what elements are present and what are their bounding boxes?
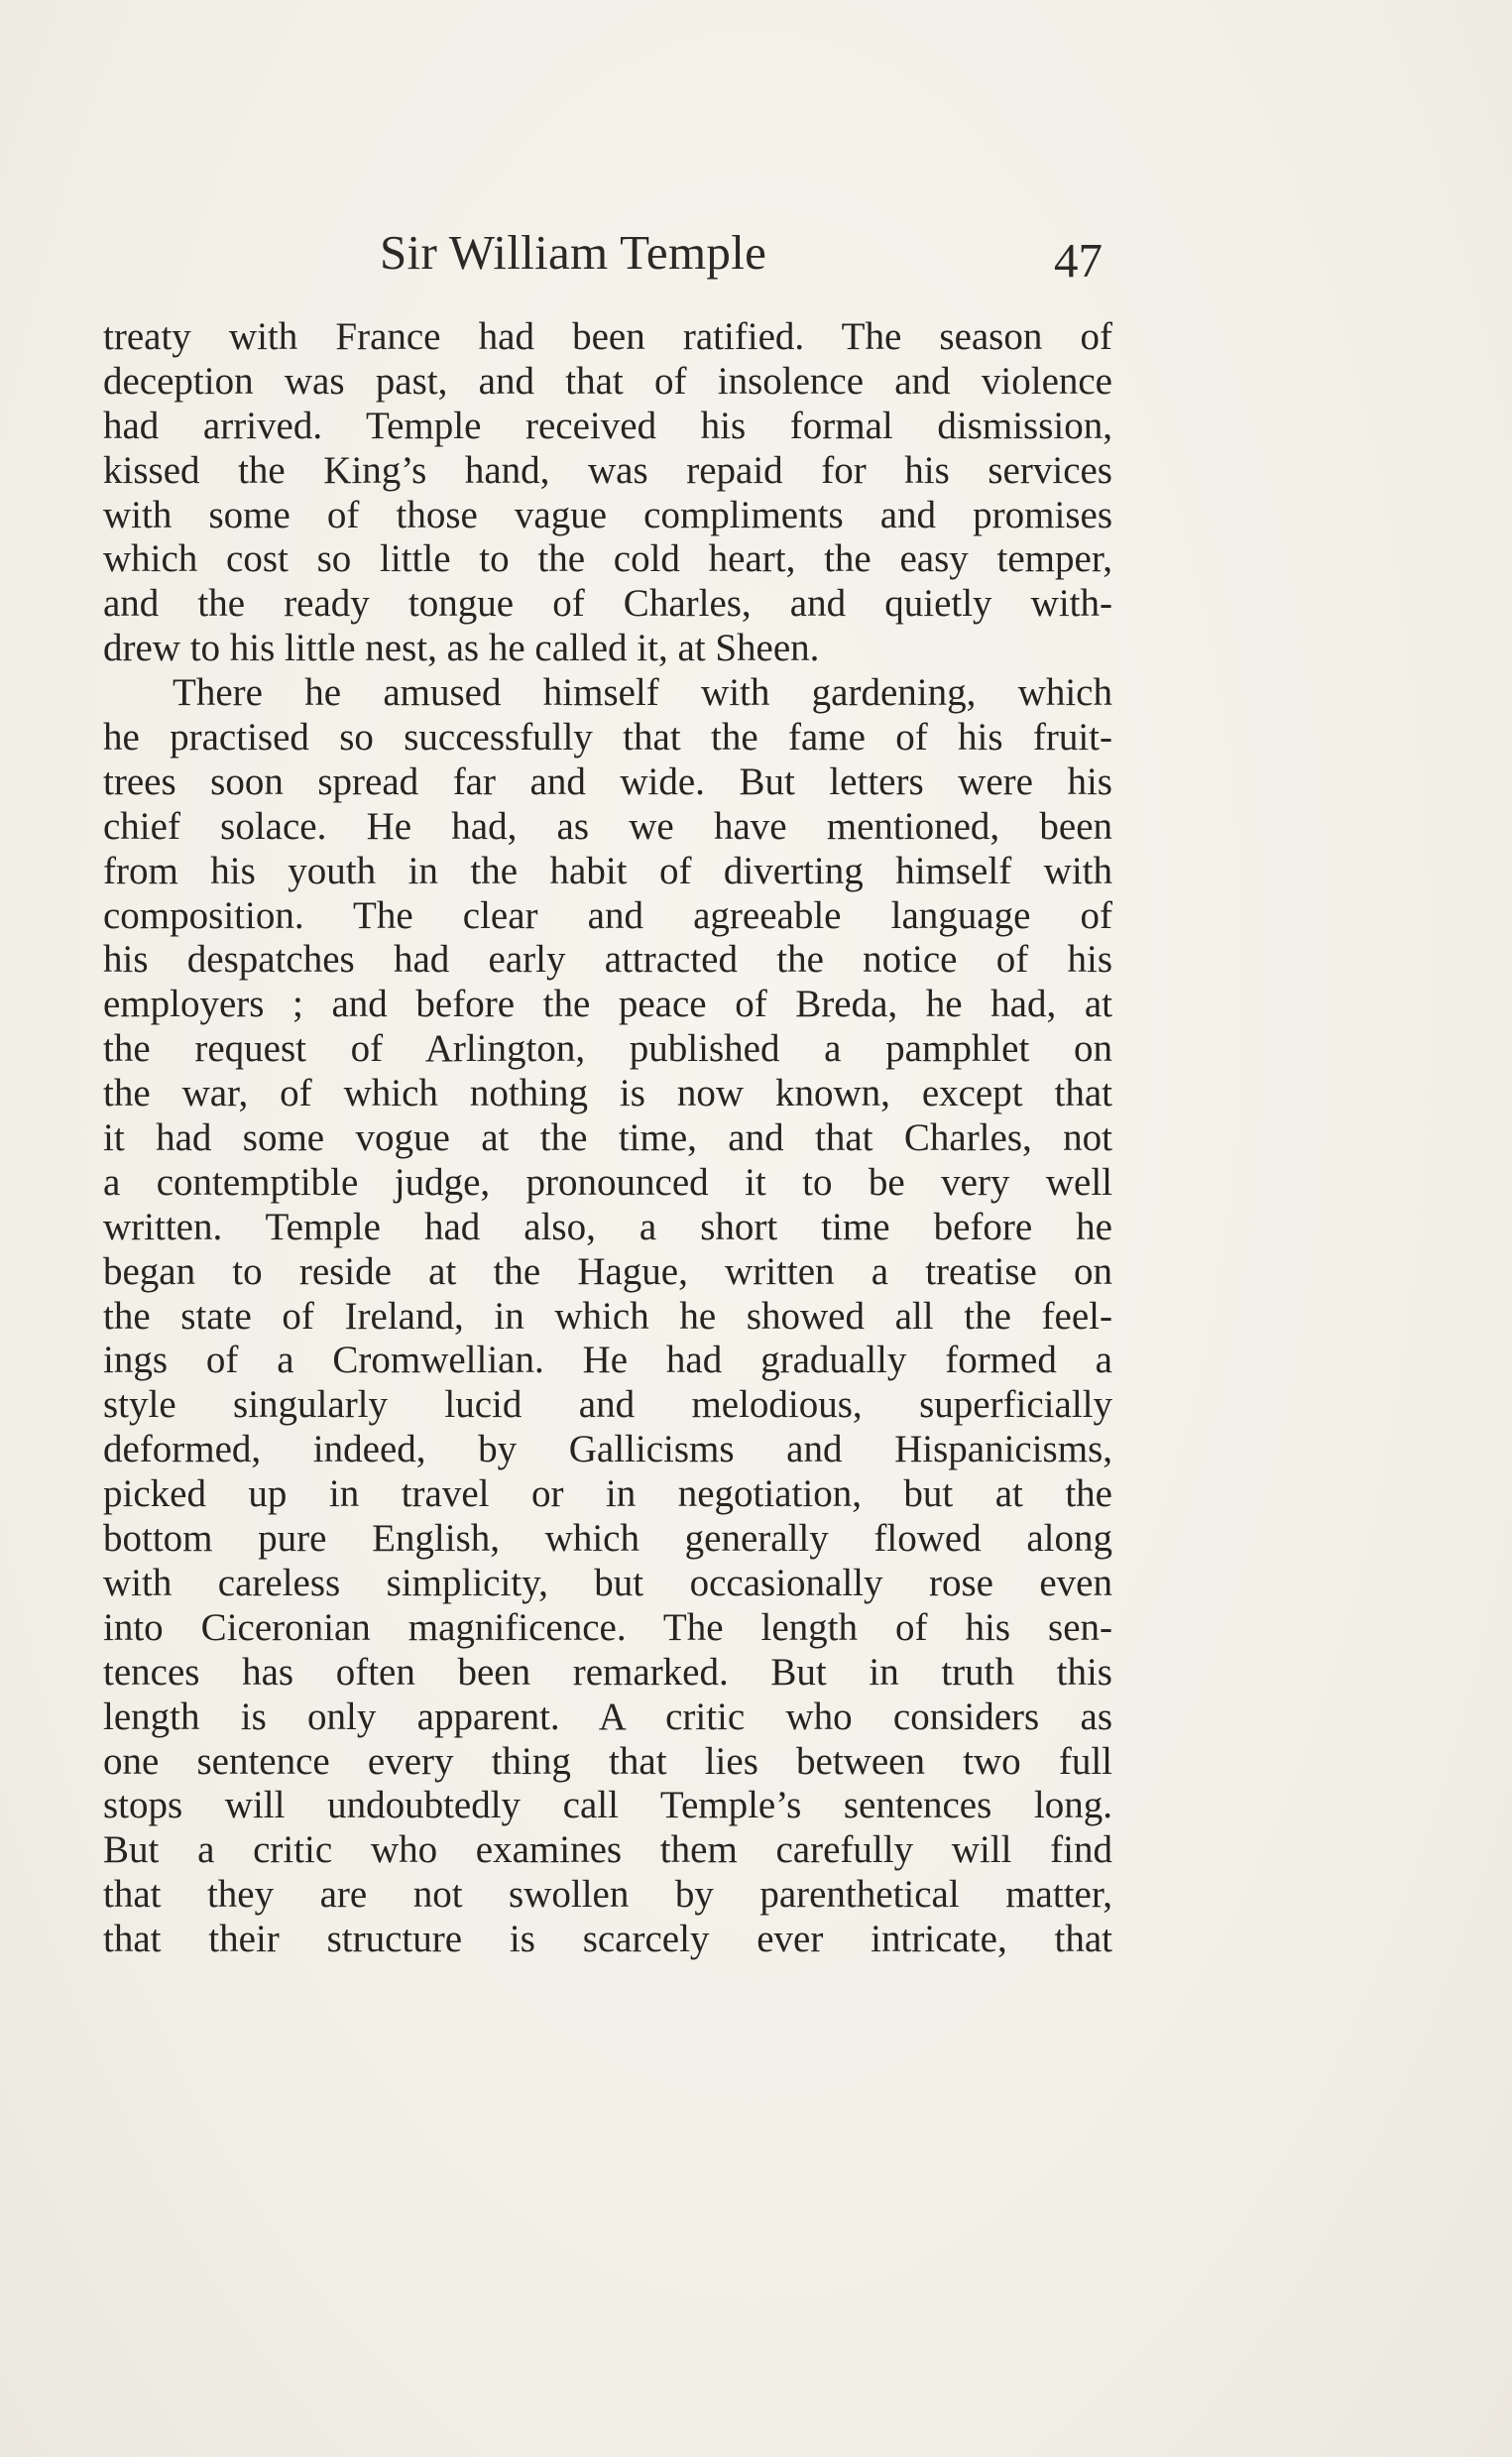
text-line: length is only apparent. A critic who considers as xyxy=(103,1695,1112,1738)
text-line: chief solace. He had, as we have mentioned, been xyxy=(103,804,1112,848)
text-line: stops will undoubtedly call Temple’s sentences long. xyxy=(103,1784,1112,1827)
text-line: bottom pure English, which generally flowed along xyxy=(103,1517,1112,1561)
text-line: the request of Arlington, published a pamphlet on xyxy=(103,1027,1112,1071)
body-text xyxy=(103,315,1112,1962)
text-line: ings of a Cromwellian. He had gradually formed a xyxy=(103,1339,1112,1382)
text-line: style singularly lucid and melodious, superficially xyxy=(103,1383,1112,1427)
text-line: that their structure is scarcely ever intricate, that xyxy=(103,1918,1112,1961)
text-line: one sentence every thing that lies between two full xyxy=(103,1739,1112,1783)
text-line: written. Temple had also, a short time before he xyxy=(103,1205,1112,1248)
text-line: trees soon spread far and wide. But letters were his xyxy=(103,760,1112,803)
text-line: composition. The clear and agreeable language of xyxy=(103,893,1112,937)
page-number: 47 xyxy=(1054,233,1103,288)
text-line: deception was past, and that of insolence and violence xyxy=(103,359,1112,403)
text-line: with some of those vague compliments and promises xyxy=(103,493,1112,536)
text-line: had arrived. Temple received his formal dismission, xyxy=(103,404,1112,447)
text-line: a contemptible judge, pronounced it to be very well xyxy=(103,1160,1112,1204)
text-line: drew to his little nest, as he called it, at Sheen. xyxy=(103,627,820,670)
text-line: with careless simplicity, but occasionally rose even xyxy=(103,1561,1112,1604)
text-line: the war, of which nothing is now known, except that xyxy=(103,1072,1112,1115)
text-line: There he amused himself with gardening, which xyxy=(173,671,1112,715)
text-line: it had some vogue at the time, and that Charles, not xyxy=(103,1116,1112,1160)
text-line: began to reside at the Hague, written a treatise on xyxy=(103,1249,1112,1293)
text-line: that they are not swollen by parenthetical matter, xyxy=(103,1873,1112,1917)
text-line: tences has often been remarked. But in truth this xyxy=(103,1650,1112,1694)
text-line: he practised so successfully that the fame of his fruit- xyxy=(103,716,1112,760)
text-line: treaty with France had been ratified. The season of xyxy=(103,315,1112,358)
text-line: But a critic who examines them carefully will find xyxy=(103,1828,1112,1872)
text-line: and the ready tongue of Charles, and quietly with- xyxy=(103,582,1112,626)
text-line: which cost so little to the cold heart, the easy temper, xyxy=(103,537,1112,581)
text-line: into Ciceronian magnificence. The length of his sen- xyxy=(103,1605,1112,1649)
text-line: deformed, indeed, by Gallicisms and Hispanicisms, xyxy=(103,1428,1112,1471)
text-line: his despatches had early attracted the notice of his xyxy=(103,938,1112,982)
text-line: the state of Ireland, in which he showed all the feel- xyxy=(103,1294,1112,1338)
text-line: kissed the King’s hand, was repaid for his services xyxy=(103,448,1112,492)
text-line: from his youth in the habit of diverting himself with xyxy=(103,849,1112,892)
text-line: picked up in travel or in negotiation, but at the xyxy=(103,1472,1112,1516)
running-head-title: Sir William Temple xyxy=(380,225,767,280)
text-line: employers ; and before the peace of Breda, he had, at xyxy=(103,983,1112,1026)
